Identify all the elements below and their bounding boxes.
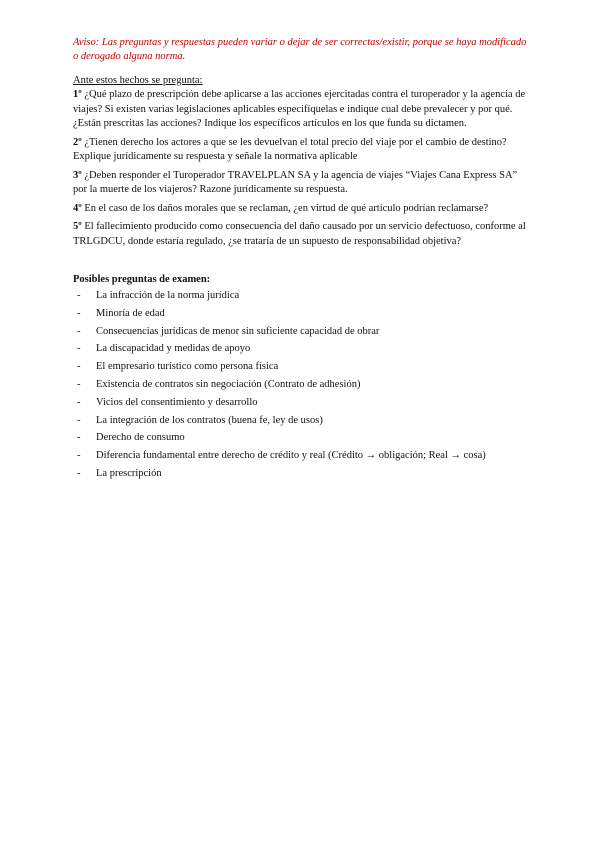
question-number: 1º bbox=[73, 89, 82, 100]
question-number: 3º bbox=[73, 169, 82, 181]
dash-bullet: - bbox=[77, 378, 81, 390]
list-item bbox=[73, 467, 533, 481]
exam-questions-heading: Posibles preguntas de examen: bbox=[73, 274, 211, 285]
question-2 bbox=[73, 136, 533, 165]
question-text: ¿Qué plazo de prescripción debe aplicarse a las acciones ejercitadas contra el turoperador y la agencia de viajes? Si existen varias legislaciones aplicables especifíquelas e indique cual debe prevalecer y por qué. ¿Están prescritas las acciones? Indique los específicos artículos en los que funda su dictamen. bbox=[73, 89, 526, 129]
list-item-text: Derecho de consumo bbox=[96, 432, 185, 444]
question-number: 5º bbox=[73, 221, 82, 232]
question-5 bbox=[73, 220, 533, 249]
list-item bbox=[73, 360, 533, 374]
question-text: El fallecimiento producido como consecuencia del daño causado por un servicio defectuoso, conforme al TRLGDCU, donde estaría regulado, ¿se trataría de un supuesto de responsabilidad objetiva? bbox=[73, 221, 526, 247]
question-number: 4º bbox=[73, 202, 82, 214]
notice-text: Aviso: Las preguntas y respuestas pueden variar o dejar de ser correctas/existir, porque se haya modificado o derogado alguna norma. bbox=[73, 37, 527, 62]
question-number: 2º bbox=[73, 136, 82, 148]
list-item bbox=[73, 378, 533, 392]
list-item bbox=[73, 307, 533, 321]
list-item-text: La integración de los contratos (buena fe, ley de usos) bbox=[96, 414, 323, 426]
question-4 bbox=[73, 202, 533, 217]
list-item-text: Diferencia fundamental entre derecho de crédito y real (Crédito → obligación; Real → cosa) bbox=[96, 450, 486, 462]
list-item-text: La discapacidad y medidas de apoyo bbox=[96, 343, 251, 355]
list-item bbox=[73, 342, 533, 356]
list-item bbox=[73, 396, 533, 410]
question-1 bbox=[73, 88, 533, 132]
list-item-text: Minoría de edad bbox=[96, 307, 165, 319]
dash-bullet: - bbox=[77, 290, 81, 301]
list-item-text: La prescripción bbox=[96, 467, 162, 479]
dash-bullet: - bbox=[77, 467, 81, 479]
list-item-text: El empresario turístico como persona física bbox=[96, 361, 279, 373]
dash-bullet: - bbox=[77, 450, 81, 462]
dash-bullet: - bbox=[77, 414, 81, 426]
question-3 bbox=[73, 169, 533, 198]
dash-bullet: - bbox=[77, 396, 81, 408]
list-item bbox=[73, 414, 533, 428]
dash-bullet: - bbox=[77, 361, 81, 373]
exam-questions-list bbox=[73, 289, 533, 481]
question-text: En el caso de los daños morales que se reclaman, ¿en virtud de qué artículo podrían reclamarse? bbox=[81, 202, 489, 214]
document-page bbox=[73, 36, 533, 485]
dash-bullet: - bbox=[77, 307, 81, 319]
question-text: ¿Tienen derecho los actores a que se les devuelvan el total precio del viaje por el cambio de destino? Explique jurídicamente su respuesta y señale la normativa aplicable bbox=[73, 136, 507, 162]
questions-list bbox=[73, 88, 533, 249]
list-item bbox=[73, 449, 533, 463]
intro-heading: Ante estos hechos se pregunta: bbox=[73, 75, 203, 86]
dash-bullet: - bbox=[77, 432, 81, 444]
list-item-text: Existencia de contratos sin negociación (Contrato de adhesión) bbox=[96, 378, 361, 390]
list-item bbox=[73, 325, 533, 339]
list-item-text: La infracción de la norma jurídica bbox=[96, 290, 240, 301]
list-item-text: Vicios del consentimiento y desarrollo bbox=[96, 396, 258, 408]
question-text: ¿Deben responder el Turoperador TRAVELPLAN SA y la agencia de viajes “Viajes Cana Express SA” por la muerte de los viajeros? Razone jurídicamente su respuesta. bbox=[73, 169, 518, 195]
dash-bullet: - bbox=[77, 343, 81, 355]
dash-bullet: - bbox=[77, 325, 81, 337]
list-item bbox=[73, 431, 533, 445]
list-item-text: Consecuencias jurídicas de menor sin suficiente capacidad de obrar bbox=[96, 325, 380, 337]
list-item bbox=[73, 289, 533, 303]
